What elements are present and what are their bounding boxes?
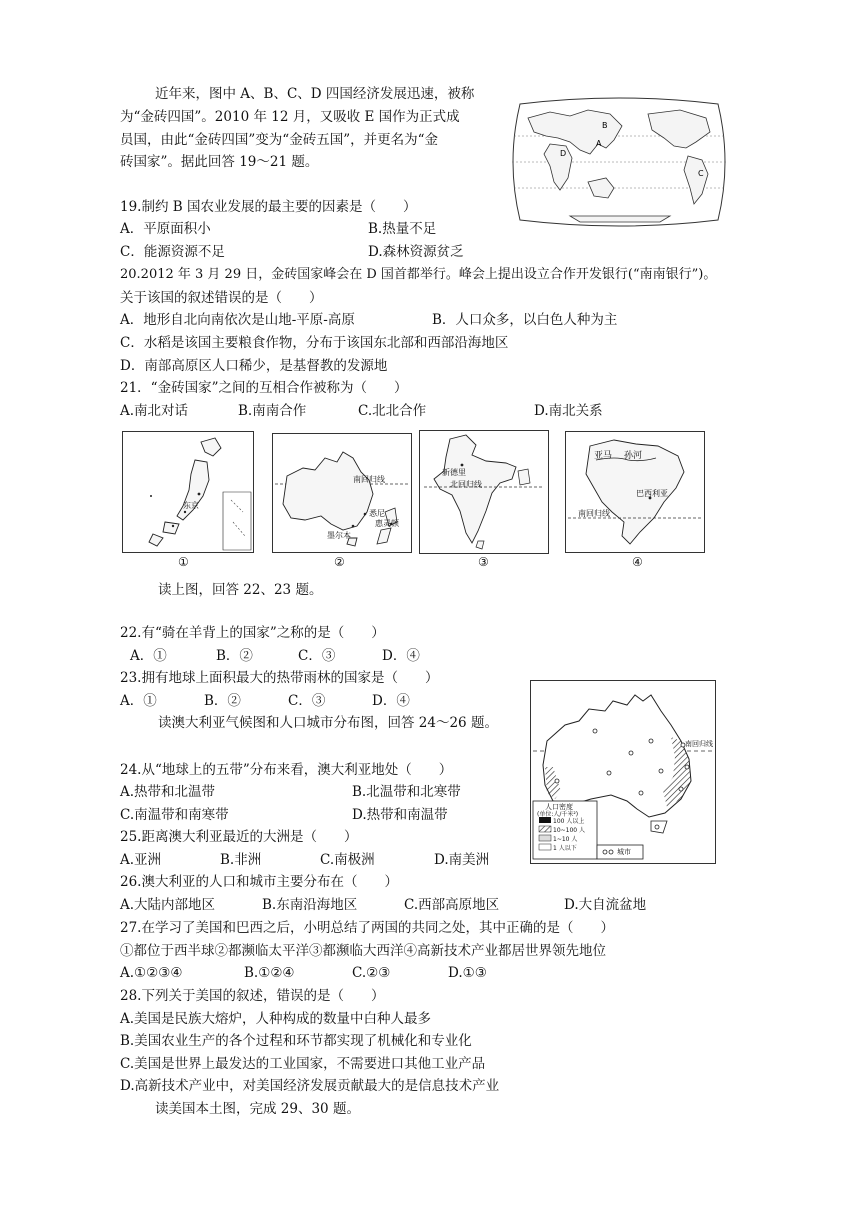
- map-australia: [272, 433, 412, 553]
- q19-option-d: D.森林资源贫乏: [368, 244, 464, 260]
- map-caption-2: ②: [334, 555, 345, 569]
- intro-line-1: 近年来，图中 A、B、C、D 四国经济发展迅速，被称: [155, 86, 475, 102]
- map-japan-label-tokyo: 东京: [183, 501, 199, 510]
- world-label-a: A: [596, 139, 602, 148]
- aus-pop-label-tropic: 南回归线: [685, 740, 713, 748]
- q26-option-a: A.大陆内部地区: [120, 897, 216, 913]
- q22-stem: 22.有“骑在羊背上的国家”之称的是（ ）: [120, 625, 385, 641]
- q25-stem: 25.距离澳大利亚最近的大洲是（ ）: [120, 829, 358, 845]
- q22-option-c: C．③: [298, 648, 336, 664]
- world-label-c: C: [698, 169, 704, 178]
- aus-pop-legend-item-1: 100 人以上: [553, 818, 585, 825]
- q25-option-b: B.非洲: [220, 852, 262, 868]
- map-australia-population: [530, 680, 716, 864]
- q21-stem: 21．“金砖国家”之间的互相合作被称为（ ）: [120, 380, 408, 396]
- q20-option-b: B．人口众多，以白色人种为主: [432, 312, 618, 328]
- read-instruction-24-26: 读澳大利亚气候图和人口城市分布图，回答 24～26 题。: [158, 715, 498, 731]
- intro-line-3: 员国，由此“金砖四国”变为“金砖五国”，并更名为“金: [120, 132, 439, 148]
- q27-stem: 27.在学习了美国和巴西之后，小明总结了两国的共同之处，其中正确的是（ ）: [120, 920, 614, 936]
- q25-option-d: D.南美洲: [434, 852, 490, 868]
- map-caption-4: ④: [632, 555, 643, 569]
- map-australia-label-sydney: 悉尼: [369, 509, 385, 518]
- q21-option-d: D.南北关系: [534, 403, 603, 419]
- map-australia-label-wellington: 惠灵顿: [375, 519, 399, 528]
- q27-option-d: D.①③: [448, 965, 487, 981]
- q27-option-b: B.①②④: [244, 965, 295, 981]
- q19-option-a: A．平原面积小: [120, 221, 211, 237]
- q27-option-c: C.②③: [352, 965, 391, 981]
- map-india-label-delhi: 新德里: [442, 468, 466, 477]
- q19-stem: 19.制约 B 国农业发展的最主要的因素是（ ）: [120, 199, 417, 215]
- q26-option-c: C.西部高原地区: [404, 897, 500, 913]
- aus-pop-legend-item-2: 10~100 人: [553, 827, 586, 834]
- q27-option-a: A.①②③④: [120, 965, 183, 981]
- q25-option-c: C.南极洲: [320, 852, 375, 868]
- world-label-d: D: [560, 149, 567, 158]
- q24-option-b: B.北温带和北寒带: [352, 784, 461, 800]
- q21-option-b: B.南南合作: [238, 403, 307, 419]
- q22-option-b: B．②: [216, 648, 253, 664]
- q28-option-d: D.高新技术产业中，对美国经济发展贡献最大的是信息技术产业: [120, 1078, 500, 1094]
- q28-option-c: C.美国是世界上最发达的工业国家，不需要进口其他工业产品: [120, 1056, 486, 1072]
- map-brazil: [565, 431, 705, 553]
- q23-option-d: D．④: [372, 693, 410, 709]
- q23-stem: 23.拥有地球上面积最大的热带雨林的国家是（ ）: [120, 670, 439, 686]
- map-india: [419, 430, 549, 554]
- q19-option-c: C．能源资源不足: [120, 244, 225, 260]
- map-australia-label-melbourne: 墨尔本: [327, 531, 351, 540]
- q19-option-b: B.热量不足: [368, 221, 437, 237]
- q26-option-d: D.大自流盆地: [564, 897, 647, 913]
- q23-option-a: A．①: [120, 693, 157, 709]
- map-japan: [122, 431, 254, 553]
- q21-option-a: A.南北对话: [120, 403, 189, 419]
- map-brazil-label-brasilia: 巴西利亚: [636, 489, 668, 498]
- q23-option-c: C．③: [288, 693, 326, 709]
- read-instruction-22-23: 读上图，回答 22、23 题。: [158, 582, 323, 598]
- map-australia-label-tropic: 南回归线: [353, 475, 385, 484]
- world-map: [510, 96, 728, 228]
- q20-stem-line-2: 关于该国的叙述错误的是（ ）: [120, 290, 323, 306]
- q26-stem: 26.澳大利亚的人口和城市主要分布在（ ）: [120, 874, 398, 890]
- read-instruction-29-30: 读美国本土图，完成 29、30 题。: [155, 1101, 360, 1117]
- q20-option-c: C．水稻是该国主要粮食作物，分布于该国东北部和西部沿海地区: [120, 335, 509, 351]
- q24-option-d: D.热带和南温带: [352, 807, 448, 823]
- q21-option-c: C.北北合作: [358, 403, 427, 419]
- q22-option-d: D．④: [382, 648, 420, 664]
- map-brazil-label-amazon-2: 孙河: [624, 451, 643, 461]
- q24-option-a: A.热带和北温带: [120, 784, 216, 800]
- aus-pop-legend-title: 人口密度: [545, 803, 573, 811]
- q24-option-c: C.南温带和南寒带: [120, 807, 229, 823]
- aus-pop-legend-item-4: 1 人以下: [553, 845, 577, 852]
- q25-option-a: A.亚洲: [120, 852, 162, 868]
- q28-stem: 28.下列关于美国的叙述，错误的是（ ）: [120, 988, 385, 1004]
- q20-stem-line-1: 20.2012 年 3 月 29 日，金砖国家峰会在 D 国首都举行。峰会上提出设立合作开发银行(“南南银行”)。: [120, 267, 717, 282]
- q22-option-a: A．①: [130, 648, 167, 664]
- q28-option-a: A.美国是民族大熔炉，人种构成的数量中白种人最多: [120, 1011, 432, 1027]
- aus-pop-legend-item-3: 1~10 人: [553, 836, 578, 843]
- q26-option-b: B.东南沿海地区: [262, 897, 358, 913]
- world-label-b: B: [602, 121, 608, 130]
- intro-line-2: 为“金砖四国”。2010 年 12 月，又吸收 E 国作为正式成: [120, 109, 460, 125]
- q23-option-b: B．②: [204, 693, 241, 709]
- map-caption-3: ③: [478, 555, 489, 569]
- q20-option-a: A．地形自北向南依次是山地-平原-高原: [120, 312, 355, 328]
- aus-pop-legend-city: 城市: [617, 848, 631, 856]
- map-india-label-tropic: 北回归线: [450, 480, 482, 489]
- intro-line-4: 砖国家”。据此回答 19～21 题。: [120, 154, 319, 170]
- map-caption-1: ①: [178, 555, 189, 569]
- q24-stem: 24.从“地球上的五带”分布来看，澳大利亚地处（ ）: [120, 762, 453, 778]
- aus-pop-legend-unit: (单位:人/千米²): [537, 811, 579, 818]
- map-brazil-label-tropic: 南回归线: [578, 509, 610, 518]
- q28-option-b: B.美国农业生产的各个过程和环节都实现了机械化和专业化: [120, 1033, 472, 1049]
- q27-items: ①都位于西半球②都濒临太平洋③都濒临大西洋④高新技术产业都居世界领先地位: [120, 943, 606, 959]
- q20-option-d: D．南部高原区人口稀少，是基督教的发源地: [120, 358, 388, 374]
- map-brazil-label-amazon-1: 亚马: [594, 451, 613, 461]
